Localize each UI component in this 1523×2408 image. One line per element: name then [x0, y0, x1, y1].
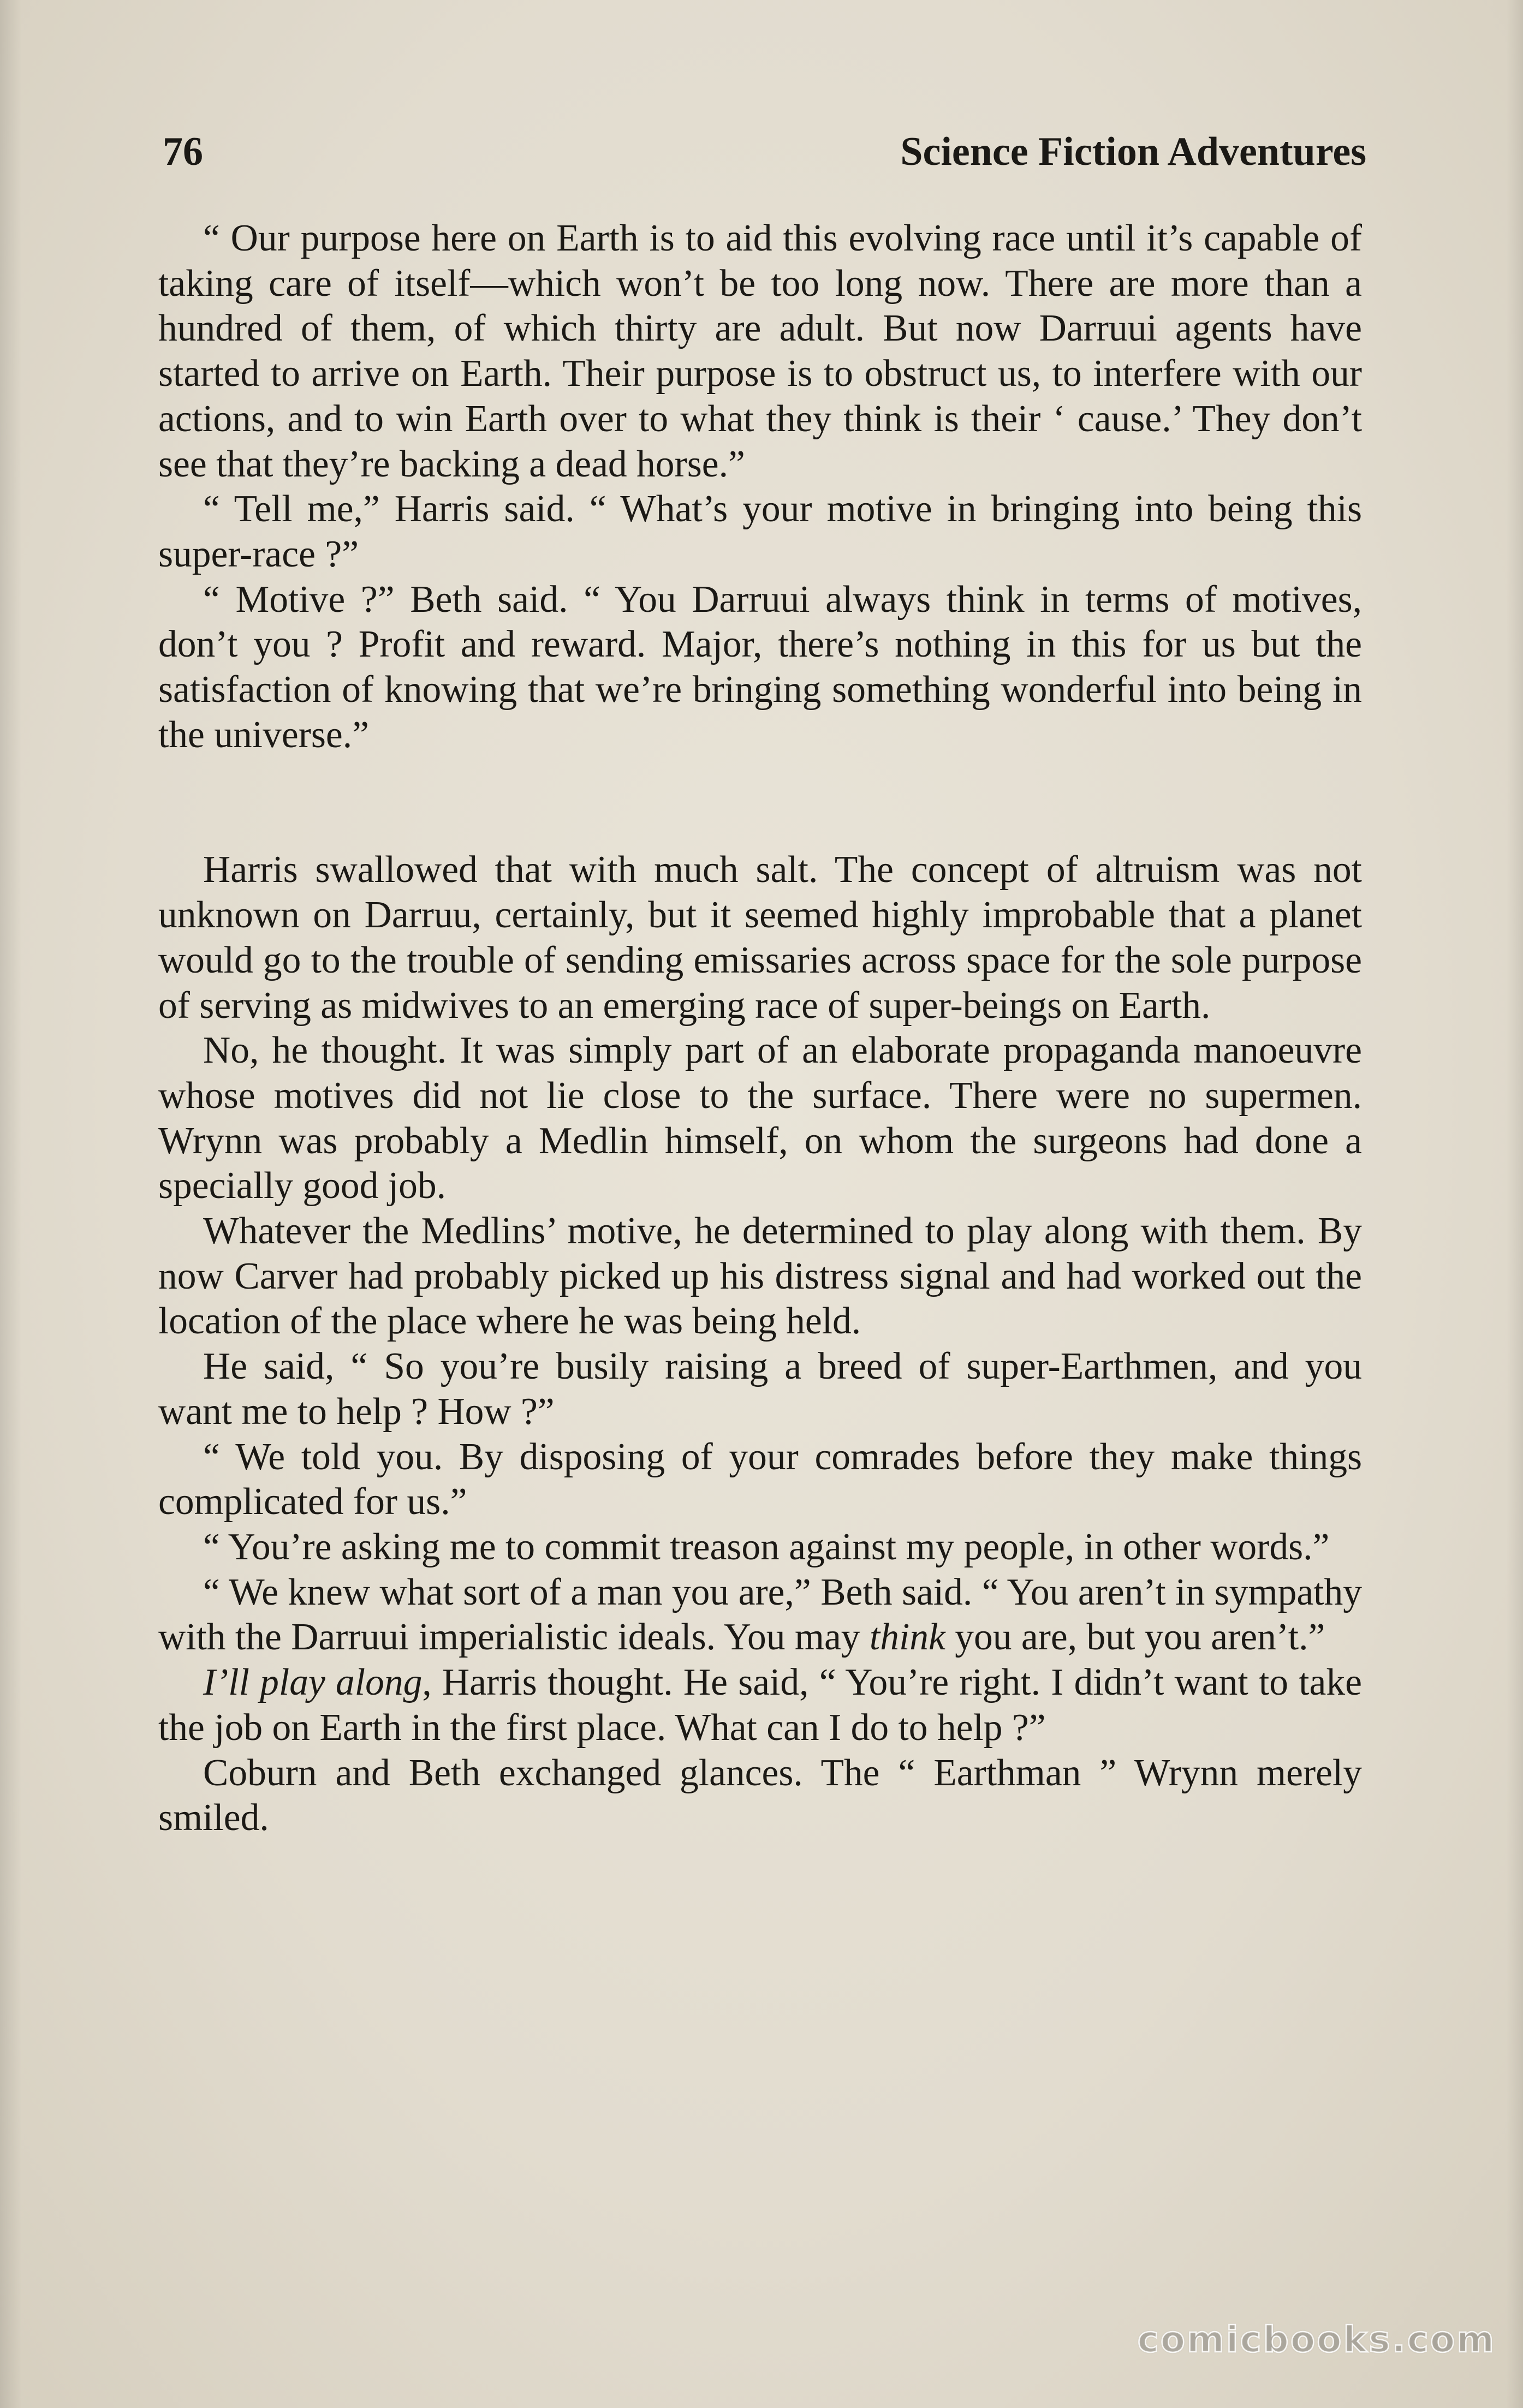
text-run: , Harris thought. He said, “ You’re right. I didn’t want to take the job on Earth in the first place. What can I do to help ?”: [158, 1661, 1362, 1749]
paragraph: He said, “ So you’re busily raising a breed of super-Earthmen, and you want me to help ? How ?”: [158, 1345, 1362, 1433]
page-number: 76: [163, 129, 203, 174]
running-title: Science Fiction Adventures: [900, 129, 1366, 174]
italic-emphasis: think: [869, 1616, 945, 1659]
watermark: comicbooks.com: [1137, 2318, 1496, 2361]
paragraph: “ Our purpose here on Earth is to aid this evolving race until it’s capable of taking care of itself—which won’t be too long now. There are more than a hundred of them, of which thirty are adult. But now Darruui agents have started to arrive on Earth. Their purpose is to obstruct us, to interfere with our actions, and to win Earth over to what they think is their ‘ cause.’ They don’t see that they’re backing a dead horse.”: [158, 217, 1362, 485]
paragraph: No, he thought. It was simply part of an elaborate propaganda manoeuvre whose motives did not lie close to the surface. There were no supermen. Wrynn was probably a Medlin himself, on whom the surgeons had done a specially good job.: [158, 1029, 1362, 1207]
text-run: you are, but you aren’t.”: [945, 1616, 1325, 1659]
italic-emphasis: I’ll play along: [203, 1661, 423, 1704]
paragraph: “ Tell me,” Harris said. “ What’s your motive in bringing into being this super-race ?”: [158, 488, 1362, 575]
paragraph: Harris swallowed that with much salt. The concept of altruism was not unknown on Darruu, certainly, but it seemed highly improbable that a planet would go to the trouble of sending emissaries across space for the sole purpose of serving as midwives to an emerging race of super-beings on Earth.: [158, 849, 1362, 1027]
body-text: [158, 216, 1362, 1841]
paragraph: Whatever the Medlins’ motive, he determined to play along with them. By now Carver had probably picked up his distress signal and had worked out the location of the place where he was being held.: [158, 1210, 1362, 1343]
paragraph: [158, 1570, 1362, 1660]
text-run: “ We knew what sort of a man you are,” Beth said. “ You aren’t in sympathy with the Darruui imperialistic ideals. You may: [158, 1571, 1362, 1659]
paragraph: [158, 1660, 1362, 1750]
paragraph: Coburn and Beth exchanged glances. The “ Earthman ” Wrynn merely smiled.: [158, 1751, 1362, 1839]
page-edge-shadow-right: [1507, 0, 1523, 2408]
paragraph: “ You’re asking me to commit treason against my people, in other words.”: [203, 1525, 1330, 1568]
paragraph: “ We told you. By disposing of your comrades before they make things complicated for us.”: [158, 1435, 1362, 1523]
paragraph: “ Motive ?” Beth said. “ You Darruui always think in terms of motives, don’t you ? Profit and reward. Major, there’s nothing in this for us but the satisfaction of knowing that we’re bringing something wonderful into being in the universe.”: [158, 578, 1362, 756]
page-header: [163, 124, 1366, 179]
page-edge-shadow-left: [0, 0, 22, 2408]
